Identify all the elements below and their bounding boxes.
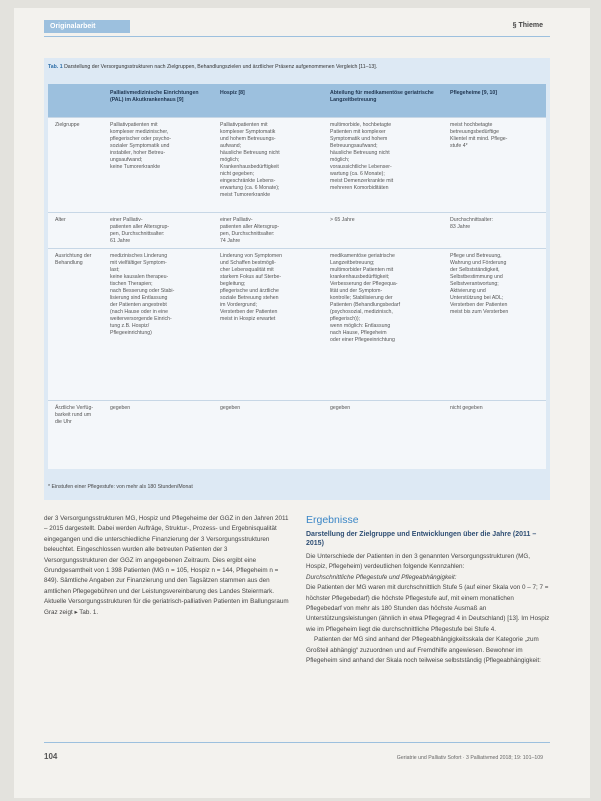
table-cell: einer Palliativ- patienten aller Altersgrup- pen, Durchschnittsalter: 61 Jahre — [110, 217, 170, 244]
table-cell: > 65 Jahre — [330, 217, 355, 223]
table-box — [44, 58, 550, 500]
table-header-pal: Palliativmedizinische Einrichtungen (PAL) im Akutkrankenhaus [9] — [110, 90, 199, 103]
paragraph: Die Unterschiede der Patienten in den 3 genannten Versorgungsstrukturen (MG, Hospiz, Pflegeheim) verdeutlichen folgende Kennzahlen: — [306, 553, 531, 571]
subsection-heading: Darstellung der Zielgruppe und Entwicklungen über die Jahre (2011 – 2015) — [306, 531, 537, 547]
page-number: 104 — [44, 752, 58, 761]
italic-lead: Durchschnittliche Pflegestufe und Pflegeabhängigkeit: — [306, 573, 457, 581]
table-row — [48, 248, 546, 401]
paragraph: Patienten der MG sind anhand der Pflegeabhängigkeitsskala der Kategorie „zum Großteil abhängig“ zuzuordnen und auf Fremdhilfe angewiesen. Bewohner im Pflegeheim sind anhand der Skala noch teilweise selbstständig (Pflegeabhängigkeit: — [306, 636, 541, 665]
table-cell: multimorbide, hochbetagte Patienten mit komplexer Symptomatik und hohem Betreuungsaufwand; häusliche Betreuung nicht möglich; voraussichtliche Lebenser- wartung (ca. 6 Monate); meist Demenzerkrankte mit mehreren Komorbiditäten — [330, 122, 394, 191]
table-cell: gegeben — [330, 405, 351, 411]
table-cell: meist hochbetagte betreuungsbedürftige Klientel mit mind. Pflege- stufe 4* — [450, 122, 508, 149]
table-cell: Pflege und Betreuung, Wahrung und Förderung der Selbstständigkeit, Selbstbestimmung und Selbstverantwortung; Aktivierung und Unterstützung bei ADL; Versterben der Patienten meist bis zum Versterben — [450, 253, 509, 315]
table-caption — [48, 64, 544, 71]
row-label: Ausrichtung der Behandlung — [55, 253, 92, 266]
paragraph-italic-lead — [306, 573, 550, 583]
paragraph: Die Patienten der MG waren mit durchschnittlich Stufe 5 (auf einer Skala von 0 – 7; 7 = höchster Pflegebedarf) die höchste Pflegestufe auf, mit einem monatlichen Pflegebedarf von mehr als 180 Stunden das höchste Ausmaß an Unterstützungsleistungen (ähnlich in etwa Pflegegrad 4 in Deutschland) [13]. Im Hospiz wie im Pflegeheim liegt die durchschnittliche Pflegestufe bei Stufe 4. — [306, 584, 550, 633]
article-type-tag: Originalarbeit — [44, 20, 130, 33]
body-text-right — [306, 514, 550, 666]
table-cell: gegeben — [110, 405, 131, 411]
table-cell: medikamentöse geriatrische Langzeitbetreuung; multimorbider Patienten mit krankenhausbedürftigkeit; Verbesserung der Pflegequa- lität und der Symptom- kontrolle; Stabilisierung der Patienten (Behandlungsbedarf (psychosozial, medizinisch, pflegerisch)); wenn möglich: Entlassung nach Hause, Pflegeheim oder einer Pflegeeinrichtung — [330, 253, 401, 343]
publisher-mark: § Thieme — [512, 22, 543, 29]
table-header-hospiz: Hospiz [8] — [220, 90, 245, 96]
table-cell: einer Palliativ- patienten aller Altersgrup- pen, Durchschnittsalter: 74 Jahre — [220, 217, 280, 244]
row-label: Alter — [55, 217, 66, 223]
footer-rule — [44, 742, 550, 743]
table-row — [48, 212, 546, 249]
data-table — [48, 84, 546, 469]
table-header-mg: Abteilung für medikamentöse geriatrische Langzeitbetreuung — [330, 90, 434, 103]
section-heading: Ergebnisse — [306, 514, 359, 526]
table-footnote: * Einstufen einer Pflegestufe: von mehr als 180 Stunden/Monat — [48, 484, 193, 490]
table-cell: gegeben — [220, 405, 241, 411]
row-label: Zielgruppe — [55, 122, 80, 128]
table-caption-text: Darstellung der Versorgungsstrukturen nach Zielgruppen, Behandlungszielen und ärztlicher Präsenz aufgenommenen Vergleich [11–13]. — [64, 64, 378, 70]
table-cell: Palliativpatienten mit komplexer medizinischer, pflegerischer oder psycho- sozialer Symptomatik und instabiler, hoher Betreu- ungsaufwand; keine Tumorerkrankte — [110, 122, 172, 170]
table-cell: Linderung von Symptomen und Schaffen bestmögli- cher Lebensqualität mit starkem Fokus auf Sterbe- begleitung; pflegerische und ärztliche soziale Betreuung stehen im Vordergrund; Versterben der Patienten meist in Hospiz erwartet — [220, 253, 282, 322]
table-caption-label: Tab. 1 — [48, 64, 63, 70]
table-header-row — [48, 84, 546, 117]
table-row — [48, 117, 546, 213]
table-cell: medizinisches Linderung mit vielfältiger Symptom- last; keine kausalen therapeu- tischen Therapien; nach Besserung oder Stabi- lisierung sind Entlassung der Patienten angestrebt (nach Hause oder in eine weiterversorgende Einrich- tung z.B. Hospiz/ Pflegeeinrichtung) — [110, 253, 175, 336]
table-row — [48, 400, 546, 470]
table-cell: nicht gegeben — [450, 405, 483, 411]
table-cell: Durchschnittsalter: 83 Jahre — [450, 217, 493, 230]
journal-citation: Geriatrie und Palliativ Sofort · 3 Palliativmed 2018; 19: 101–109 — [396, 755, 543, 761]
table-header-pflegeheim: Pflegeheime [9, 10] — [450, 90, 497, 96]
body-text-left: der 3 Versorgungsstrukturen MG, Hospiz und Pflegeheime der GGZ in den Jahren 2011 – 2015 dargestellt. Dabei werden Aufträge, Struktur-, Prozess- und Ergebnisqualität eingegangen und die unterschiedliche Finanzierung der 3 Versorgungsstrukturen beleuchtet. Eingeschlossen wurden alle betreuten Patienten der 3 Versorgungsstrukturen der GGZ im angegebenen Zeitraum. Dies ergibt eine Grundgesamtheit von 1 398 Patienten (MG n = 105, Hospiz n = 144, Pflegeheim n = 849). Sämtliche Angaben zur Finanzierung und den Tagsätzen stammen aus den amtlichen Pflegegebühren und der Leistungsvereinbarung des Landes Steiermark. Aktuelle Versorgungsstrukturen für die geriatrisch-palliativen Patienten im Ballungsraum Graz zeigt ▸ Tab. 1. — [44, 515, 289, 616]
row-label: Ärztliche Verfüg- barkeit rund um die Uhr — [55, 405, 94, 425]
header-rule — [44, 36, 550, 37]
table-cell: Palliativpatienten mit komplexer Symptomatik und hohem Betreuungs- aufwand; häusliche Betreuung nicht möglich; Krankenhausbedürftigkeit nicht gegeben; eingeschränkte Lebens- erwartung (ca. 6 Monate); meist Tumorerkrankte — [220, 122, 280, 198]
